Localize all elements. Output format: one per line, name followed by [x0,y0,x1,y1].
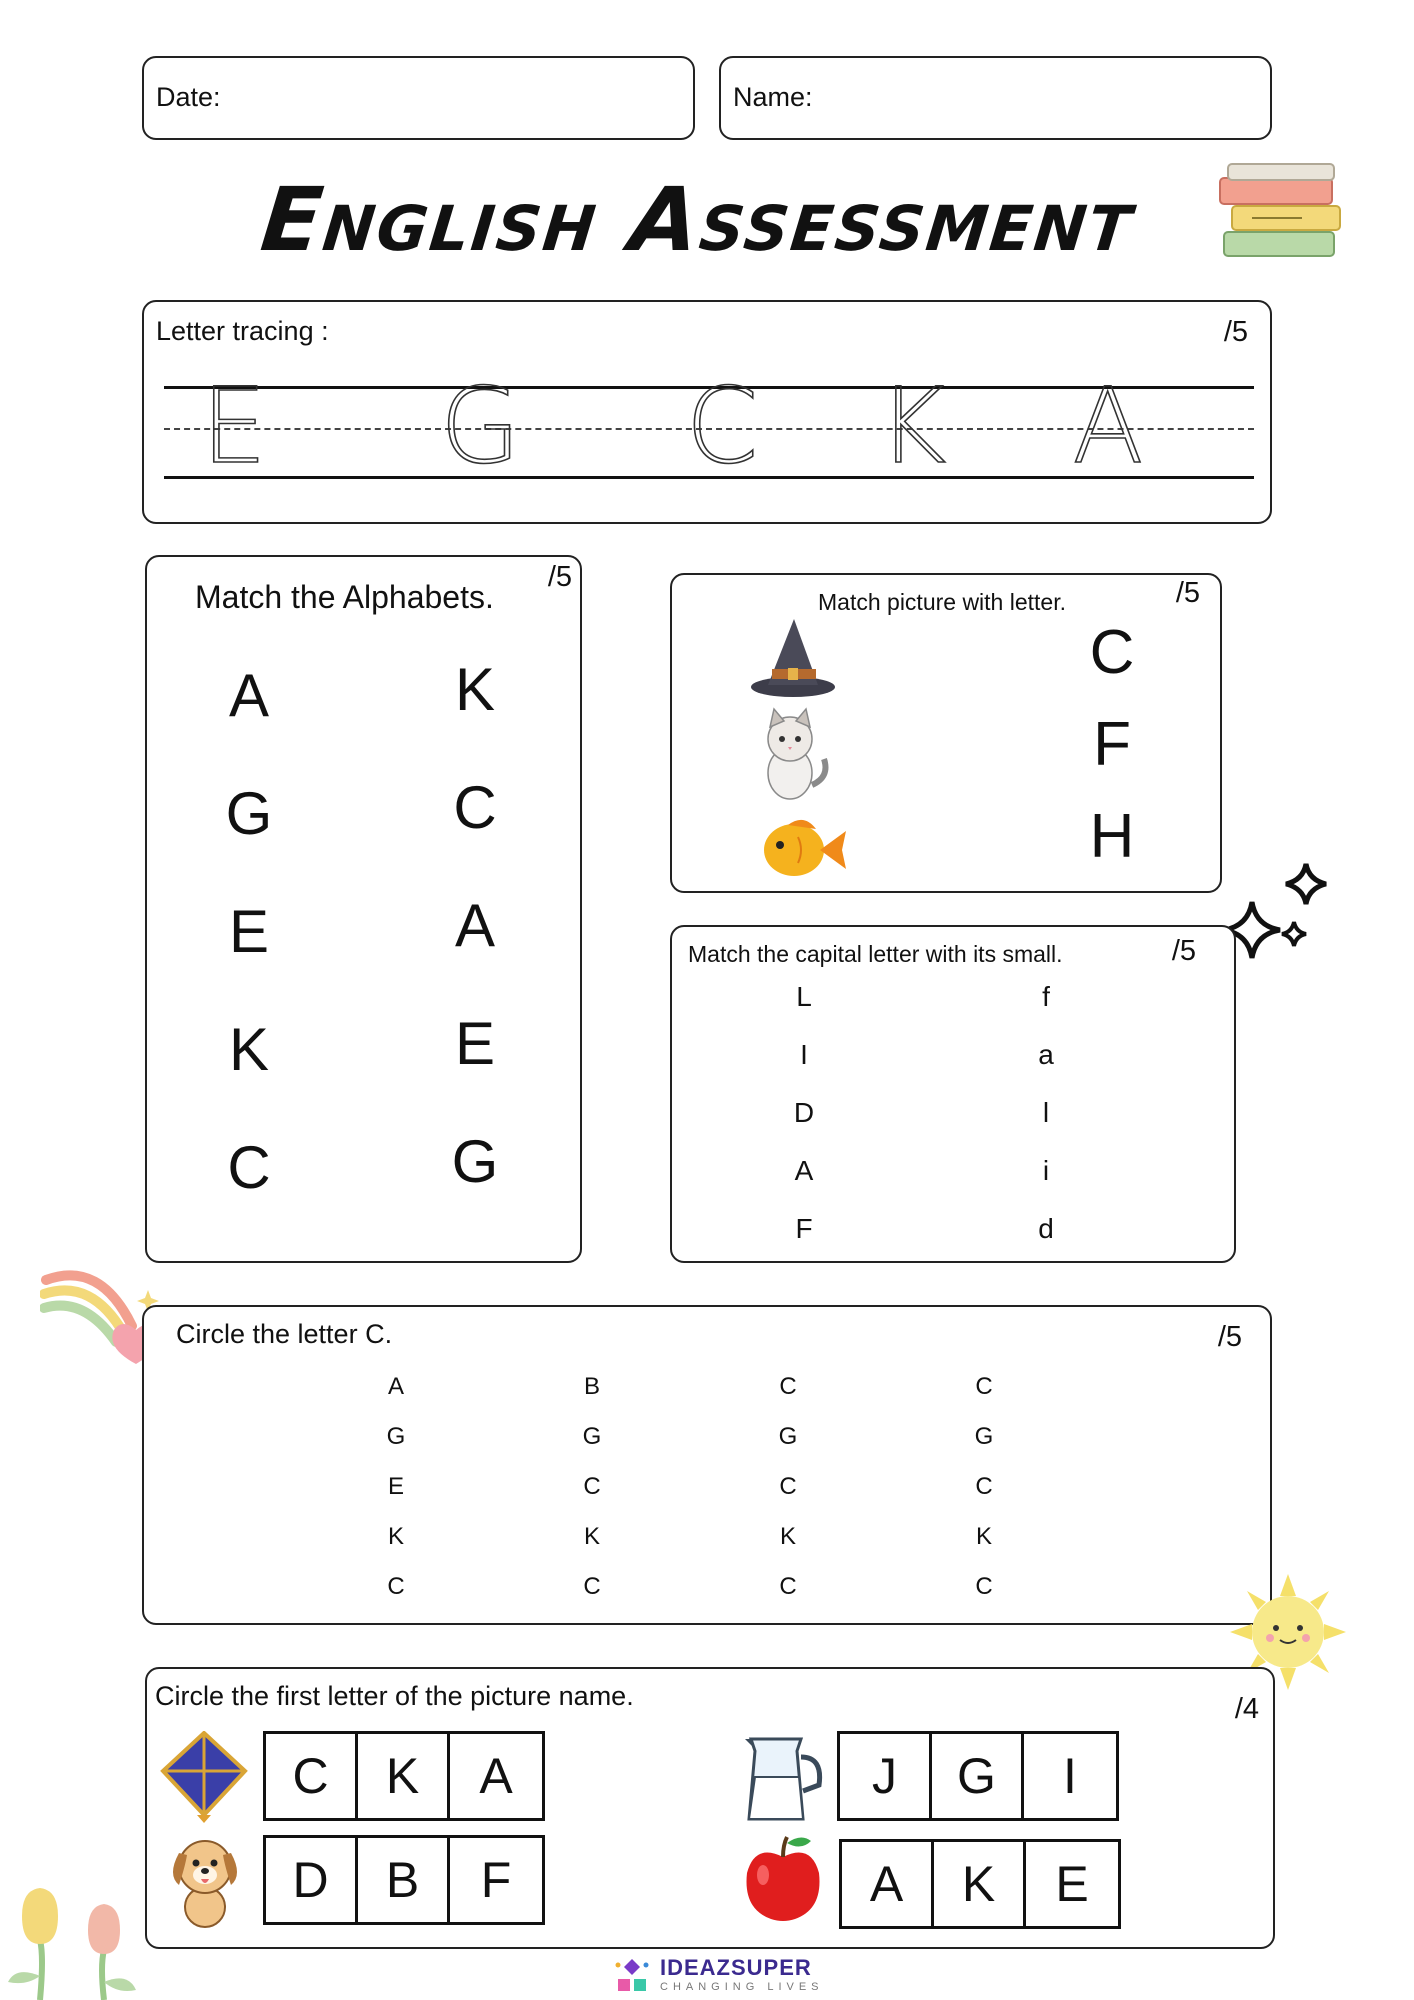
grid-letter[interactable]: C [583,1573,601,1600]
option-letter[interactable]: A [479,1748,513,1804]
tracing-label: Letter tracing : [156,316,329,346]
section-score: /5 [547,561,572,593]
right-letter[interactable]: E [454,1010,496,1077]
small-letter[interactable]: f [1042,981,1050,1012]
option-letter[interactable]: K [358,1734,450,1818]
name-label: Name: [733,82,813,112]
option-letter[interactable]: C [266,1734,358,1818]
grid-letter[interactable]: K [975,1523,992,1550]
trace-letter[interactable]: G [440,365,521,487]
capital-letter[interactable]: I [800,1039,808,1070]
page-title: English Assessment [256,168,1139,271]
grid-letter[interactable]: K [583,1523,600,1550]
right-letter[interactable]: C [453,774,497,841]
trace-letter[interactable]: A [1072,365,1144,487]
trace-letter[interactable]: K [877,365,947,487]
options-row [263,1731,545,1821]
grid-letter[interactable]: G [386,1423,406,1450]
grid-letter[interactable]: C [975,1473,993,1500]
section-score: /5 [1171,935,1196,967]
grid-letter[interactable]: C [779,1473,797,1500]
option-letter[interactable]: K [934,1842,1026,1926]
left-letter[interactable]: C [227,1134,271,1201]
right-letter[interactable]: A [454,892,496,959]
section-title: Circle the letter C. [176,1319,393,1349]
picture-letter[interactable]: F [1093,710,1131,779]
capital-small-section [670,925,1236,1263]
witch-hat-icon[interactable] [748,613,838,703]
grid-letter[interactable]: A [387,1373,404,1400]
fish-icon[interactable] [758,813,848,887]
books-icon [1212,160,1352,272]
left-letter[interactable]: G [225,780,273,847]
grid-letter[interactable]: K [779,1523,796,1550]
brand-name: IDEAZSUPER [660,1955,812,1980]
first-letter-section [145,1667,1275,1949]
dog-icon[interactable] [165,1831,245,1931]
option-letter[interactable]: J [840,1734,932,1818]
picture-letter[interactable]: H [1089,802,1135,871]
circle-letter-section [142,1305,1272,1625]
grid-letter[interactable]: G [974,1423,994,1450]
jug-icon[interactable] [741,1731,825,1825]
grid-letter[interactable]: C [779,1373,797,1400]
small-letter[interactable]: a [1038,1039,1054,1070]
section-score: /5 [1217,1321,1242,1353]
option-letter[interactable]: A [842,1842,934,1926]
name-field[interactable] [719,56,1272,140]
capital-letter[interactable]: F [795,1213,813,1244]
small-letter[interactable]: i [1042,1155,1050,1186]
tracing-score: /5 [1223,316,1248,348]
trace-letter[interactable]: E [201,365,267,487]
options-row [263,1835,545,1925]
letter-tracing-section [142,300,1272,524]
section-title: Circle the first letter of the picture name. [155,1681,634,1711]
logo-icon [612,1957,652,1995]
flowers-icon [0,1886,150,2000]
section-score: /4 [1234,1693,1259,1725]
small-letter[interactable]: l [1042,1097,1050,1128]
brand-tagline: CHANGING LIVES [660,1981,824,1993]
section-score: /5 [1175,577,1200,609]
capital-letter[interactable]: L [796,981,812,1012]
footer-logo [612,1955,832,1997]
option-letter[interactable]: I [1063,1748,1077,1804]
cat-icon[interactable] [754,707,834,803]
grid-letter[interactable]: C [975,1373,993,1400]
match-alphabets-section [145,555,582,1263]
capital-letter[interactable]: A [794,1155,814,1186]
capital-letter[interactable]: D [793,1097,815,1128]
grid-letter[interactable]: B [583,1373,600,1400]
picture-letter[interactable]: C [1089,618,1135,687]
left-letter[interactable]: E [228,898,270,965]
option-letter[interactable]: D [266,1838,358,1922]
grid-letter[interactable]: G [778,1423,798,1450]
kite-icon[interactable] [159,1731,249,1823]
option-letter[interactable]: G [932,1734,1024,1818]
apple-icon[interactable] [741,1833,825,1923]
option-letter[interactable]: E [1055,1856,1089,1912]
options-row [839,1839,1121,1929]
date-field[interactable] [142,56,695,140]
grid-letter[interactable]: C [583,1473,601,1500]
section-title: Match picture with letter. [818,589,1066,615]
option-letter[interactable]: B [358,1838,450,1922]
date-label: Date: [156,82,221,112]
grid-letter[interactable]: C [975,1573,993,1600]
trace-letter[interactable]: C [685,365,759,487]
options-row [837,1731,1119,1821]
grid-letter[interactable]: G [582,1423,602,1450]
grid-letter[interactable]: C [387,1573,405,1600]
right-letter[interactable]: K [454,656,496,723]
small-letter[interactable]: d [1038,1213,1054,1244]
sparkle-icon [1222,860,1332,970]
picture-match-section [670,573,1222,893]
section-title: Match the capital letter with its small. [688,941,1063,967]
left-letter[interactable]: A [228,662,270,729]
option-letter[interactable]: F [480,1852,512,1908]
grid-letter[interactable]: C [779,1573,797,1600]
right-letter[interactable]: G [451,1128,499,1195]
grid-letter[interactable]: K [387,1523,404,1550]
grid-letter[interactable]: E [387,1473,404,1500]
section-title: Match the Alphabets. [195,579,494,615]
left-letter[interactable]: K [228,1016,270,1083]
